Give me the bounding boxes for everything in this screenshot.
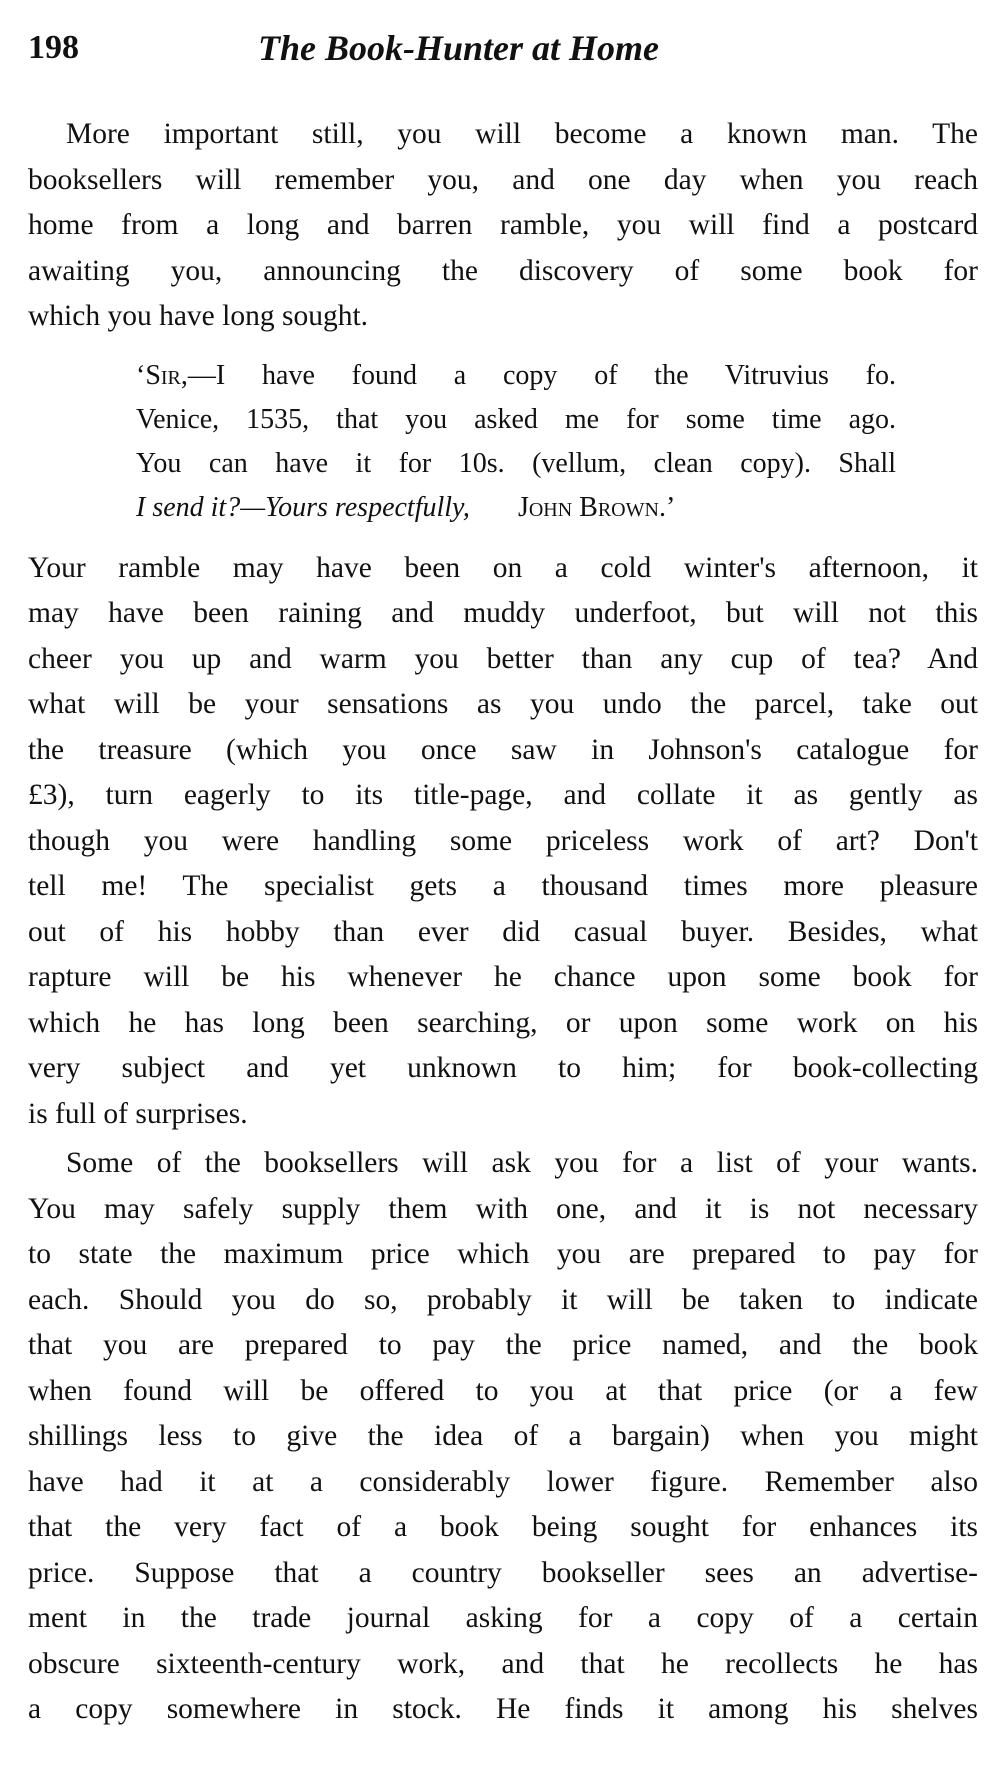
text-line: what will be your sensations as you undo the parcel, take out (28, 688, 978, 720)
text-line: the treasure (which you once saw in Johnson's catalogue for (28, 733, 978, 766)
text-line: home from a long and barren ramble, you will find a postcard (28, 209, 978, 241)
text-line: £3), turn eagerly to its title-page, and collate it as gently as (28, 779, 978, 811)
letter-signature: John Brown (517, 491, 659, 523)
text-line: rapture will be his whenever he chance upon some book for (28, 961, 978, 993)
page-number: 198 (28, 29, 79, 66)
text-line: when found will be offered to you at that price (or a few (28, 1374, 978, 1407)
text-line: Your ramble may have been on a cold winter's afternoon, it (28, 551, 978, 584)
text-line: that the very fact of a book being sought for enhances its (28, 1511, 978, 1543)
text-line: which he has long been searching, or upon some work on his (28, 1006, 978, 1039)
quoted-letter (136, 354, 896, 530)
letter-open-quote: ‘ (136, 359, 146, 391)
text-line: is full of surprises. (28, 1097, 248, 1130)
paragraph-2 (28, 546, 978, 1138)
letter-closing: I send it?—Yours respectfully, (136, 491, 470, 523)
letter-salutation: Sir (145, 359, 181, 391)
text-line: very subject and yet unknown to him; for book-collecting (28, 1052, 978, 1084)
running-title: The Book-Hunter at Home (258, 28, 660, 68)
running-head (28, 18, 988, 78)
letter-line (136, 486, 896, 530)
text-line: tell me! The specialist gets a thousand times more pleasure (28, 870, 978, 902)
text-line: booksellers will remember you, and one day when you reach (28, 163, 978, 196)
text-line: awaiting you, announcing the discovery of some book for (28, 254, 978, 287)
text-line: obscure sixteenth-century work, and that he recollects he has (28, 1647, 978, 1680)
text-line: though you were handling some priceless work of art? Don't (28, 824, 978, 857)
letter-close-quote: .’ (658, 491, 676, 523)
letter-line: Venice, 1535, that you asked me for some time ago. (136, 403, 896, 435)
text-line: have had it at a considerably lower figure. Remember also (28, 1465, 978, 1498)
letter-line: You can have it for 10s. (vellum, clean copy). Shall (136, 447, 896, 479)
text-line: shillings less to give the idea of a bargain) when you might (28, 1420, 978, 1452)
text-line: Some of the booksellers will ask you for a list of your wants. (66, 1147, 978, 1179)
text-line: may have been raining and muddy underfoot, but will not this (28, 597, 978, 629)
text-line: cheer you up and warm you better than any cup of tea? And (28, 642, 978, 675)
text-line: to state the maximum price which you are prepared to pay for (28, 1238, 978, 1270)
text-line: out of his hobby than ever did casual buyer. Besides, what (28, 915, 978, 948)
text-line: price. Suppose that a country bookseller sees an advertise- (28, 1556, 978, 1589)
paragraph-3 (28, 1141, 978, 1733)
body-text (28, 112, 978, 1733)
text-line: More important still, you will become a known man. The (66, 118, 978, 150)
text-line: ment in the trade journal asking for a copy of a certain (28, 1602, 978, 1634)
letter-line (136, 354, 896, 398)
paragraph-1 (28, 112, 978, 340)
text-line: each. Should you do so, probably it will be taken to indicate (28, 1283, 978, 1316)
letter-line-1-rest: ,—I have found a copy of the Vitruvius fo. (180, 359, 896, 391)
text-line: a copy somewhere in stock. He finds it among his shelves (28, 1693, 978, 1725)
text-line: that you are prepared to pay the price named, and the book (28, 1329, 978, 1361)
text-line: which you have long sought. (28, 300, 369, 332)
text-line: You may safely supply them with one, and it is not necessary (28, 1192, 978, 1225)
